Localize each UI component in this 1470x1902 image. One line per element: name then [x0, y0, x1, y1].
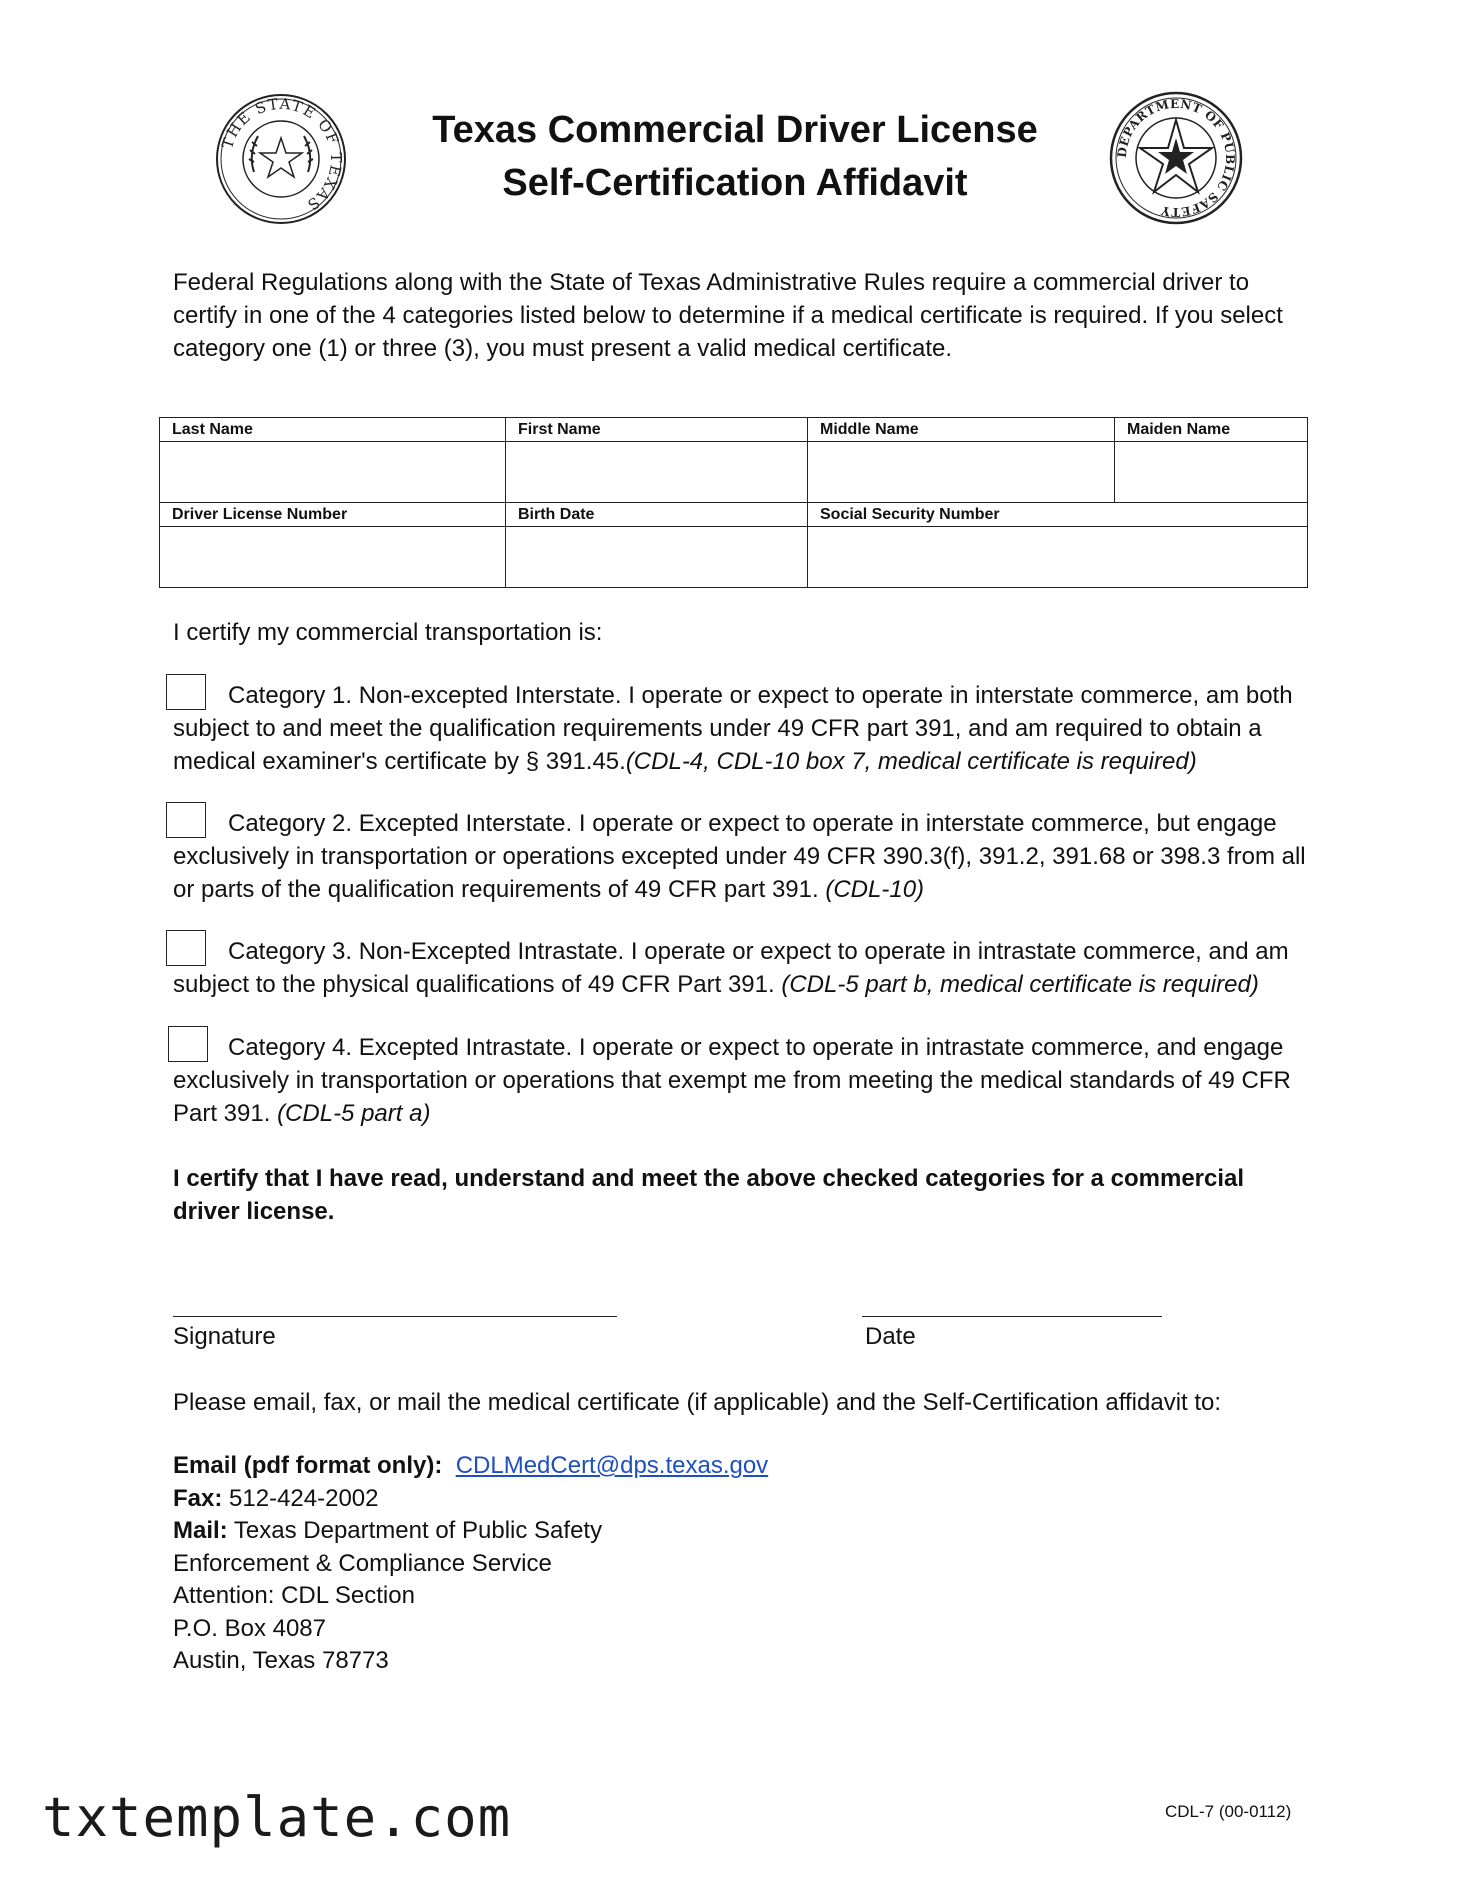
- mail-label: Mail:: [173, 1517, 228, 1544]
- category-2-note: (CDL-10): [825, 876, 925, 903]
- title-line-1: Texas Commercial Driver License: [432, 109, 1038, 151]
- label-ssn: Social Security Number: [808, 503, 1308, 527]
- category-4-note: (CDL-5 part a): [277, 1100, 431, 1127]
- mail-line-1: Texas Department of Public Safety: [233, 1517, 603, 1544]
- svg-text:DEPARTMENT OF PUBLIC SAFETY: DEPARTMENT OF PUBLIC SAFETY: [1114, 96, 1238, 220]
- category-4-text: Category 4. Excepted Intrastate. I operate or expect to operate in intrastate commerce, and engage exclusively in transportation or operations that exempt me from meeting the medical standards of 49 CFR Part 391. (CDL-5 part a): [173, 1034, 1291, 1127]
- mail-line-4: P.O. Box 4087: [173, 1614, 326, 1642]
- category-3-text: Category 3. Non-Excepted Intrastate. I operate or expect to operate in intrastate commerce, and am subject to the physical qualifications of 49 CFR Part 391. (CDL-5 part b, medical certificate is required): [173, 938, 1289, 998]
- label-last-name: Last Name: [160, 418, 506, 442]
- form-code: CDL-7 (00-0112): [1165, 1802, 1292, 1821]
- category-2-text: Category 2. Excepted Interstate. I operate or expect to operate in interstate commerce, but engage exclusively in transportation or operations excepted under 49 CFR 390.3(f), 391.2, 391.68 or 398.3 from all or parts of the qualification requirements of 49 CFR part 391. (CDL-10): [173, 810, 1306, 903]
- category-1-note: (CDL-4, CDL-10 box 7, medical certificate is required): [625, 748, 1197, 775]
- watermark: txtemplate.com: [42, 1786, 512, 1849]
- state-of-texas-seal: [214, 92, 348, 226]
- fax-label: Fax:: [173, 1484, 223, 1512]
- driver-license-number-field[interactable]: [160, 527, 506, 588]
- contact-block: [173, 1450, 768, 1678]
- mail-line-3: Attention: CDL Section: [173, 1582, 415, 1609]
- category-3-note: (CDL-5 part b, medical certificate is required): [781, 971, 1259, 998]
- svg-text:THE STATE OF TEXAS: THE STATE OF TEXAS: [218, 94, 346, 215]
- certify-intro: I certify my commercial transportation is:: [173, 619, 603, 646]
- mail-line-5: Austin, Texas 78773: [173, 1647, 389, 1674]
- date-line[interactable]: [862, 1316, 1162, 1317]
- email-row: [173, 1450, 768, 1483]
- birth-date-field[interactable]: [506, 527, 808, 588]
- mail-line-2: Enforcement & Compliance Service: [173, 1549, 552, 1577]
- intro-paragraph: Federal Regulations along with the State of Texas Administrative Rules require a commercial driver to certify in one of the 4 categories listed below to determine if a medical certificate is required. If you select category one (1) or three (3), you must present a valid medical certificate.: [173, 269, 1283, 362]
- send-instructions: Please email, fax, or mail the medical certificate (if applicable) and the Self-Certification affidavit to:: [173, 1389, 1222, 1416]
- date-label: Date: [865, 1323, 916, 1350]
- first-name-field[interactable]: [506, 442, 808, 503]
- email-label: Email (pdf format only):: [173, 1452, 443, 1479]
- email-link[interactable]: CDLMedCert@dps.texas.gov: [455, 1452, 769, 1479]
- form-title: [400, 104, 1070, 210]
- label-first-name: First Name: [506, 418, 808, 442]
- category-1-text: Category 1. Non-excepted Interstate. I operate or expect to operate in interstate commerce, am both subject to and meet the qualification requirements under 49 CFR part 391, and am required to obtain a medical examiner's certificate by § 391.45.(CDL-4, CDL-10 box 7, medical certificate is required): [173, 682, 1293, 775]
- dps-seal: [1108, 90, 1244, 226]
- fax-row: [173, 1483, 768, 1516]
- signature-label: Signature: [173, 1323, 276, 1350]
- label-birth-date: Birth Date: [506, 503, 808, 527]
- last-name-field[interactable]: [160, 442, 506, 503]
- middle-name-field[interactable]: [808, 442, 1115, 503]
- maiden-name-field[interactable]: [1115, 442, 1308, 503]
- fax-number: 512-424-2002: [229, 1484, 379, 1512]
- label-driver-license-number: Driver License Number: [160, 503, 506, 527]
- label-maiden-name: Maiden Name: [1115, 418, 1308, 442]
- mail-row: [173, 1515, 768, 1548]
- certification-statement: I certify that I have read, understand and meet the above checked categories for a commercial driver license.: [173, 1165, 1245, 1225]
- personal-info-table: [159, 417, 1308, 588]
- ssn-field[interactable]: [808, 527, 1308, 588]
- label-middle-name: Middle Name: [808, 418, 1115, 442]
- signature-line[interactable]: [173, 1316, 617, 1317]
- title-line-2: Self-Certification Affidavit: [502, 162, 968, 204]
